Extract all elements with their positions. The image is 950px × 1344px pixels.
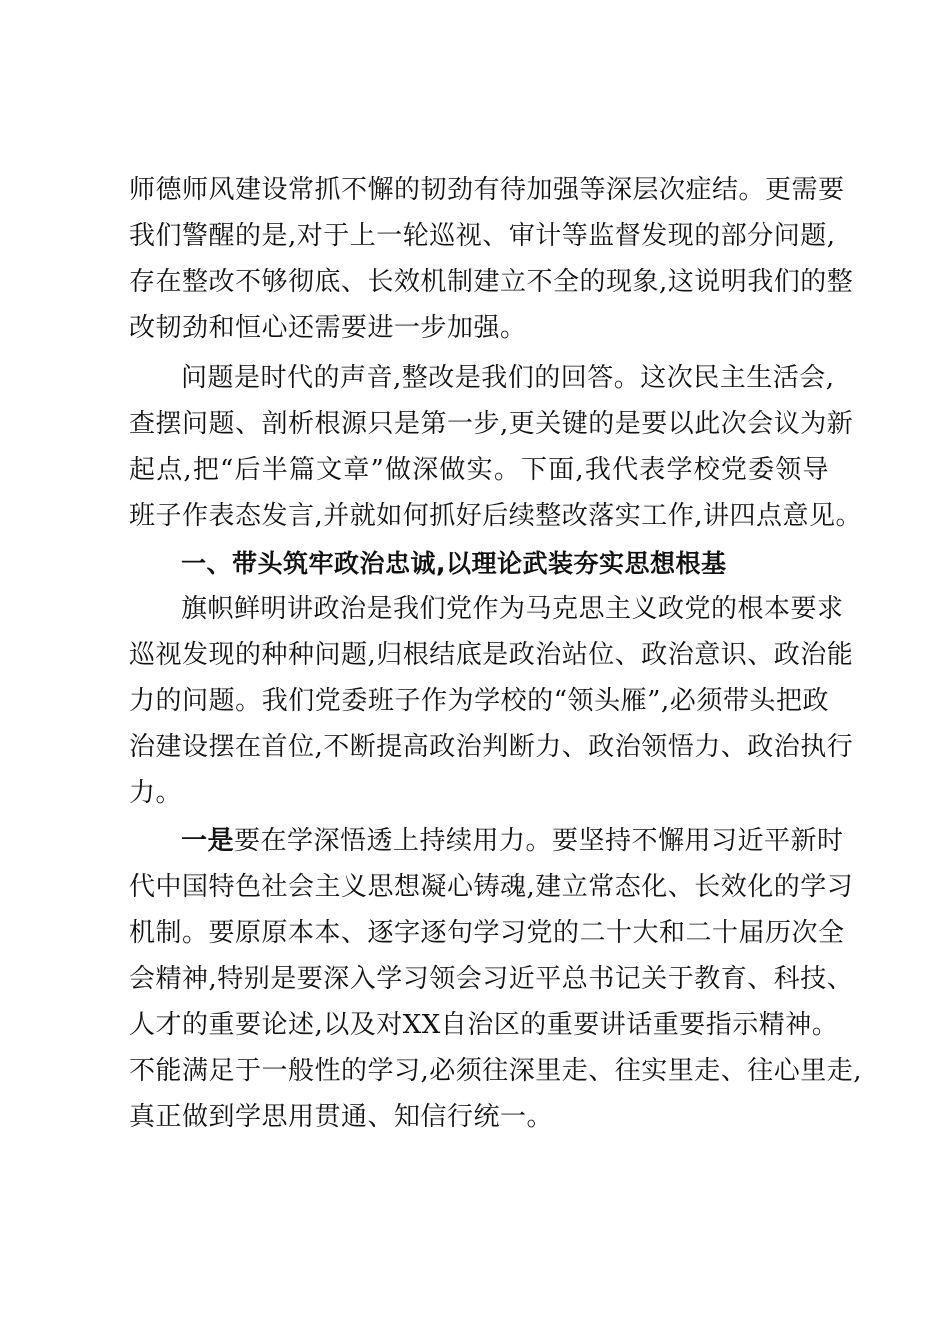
paragraph-line: 起点,把“后半篇文章”做深做实。下面,我代表学校党委领导 [129,455,829,485]
paragraph-line: 师德师风建设常抓不懈的韧劲有待加强等深层次症结。更需要 [129,175,845,205]
paragraph-line [129,818,844,864]
paragraph-line: 人才的重要论述,以及对XX自治区的重要讲话重要指示精神。 [129,1010,839,1040]
paragraph-text: 要在学深悟透上持续用力。要坚持不懈用习近平新时 [234,826,844,856]
paragraph-line: 旗帜鲜明讲政治是我们党作为马克思主义政党的根本要求 [181,594,844,624]
paragraph-line: 机制。要原原本本、逐字逐句学习党的二十大和二十届历次全 [129,918,845,948]
paragraph-line: 改韧劲和恒心还需要进一步加强。 [129,313,527,343]
paragraph-line: 真正做到学思用贯通、知信行统一。 [129,1102,554,1132]
paragraph-line: 我们警醒的是,对于上一轮巡视、审计等监督发现的部分问题, [129,221,836,251]
paragraph-line: 班子作表态发言,并就如何抓好后续整改落实工作,讲四点意见。 [129,501,863,531]
paragraph-line: 力。 [129,778,183,808]
emphasis-lead: 一是 [181,826,235,856]
paragraph-line: 查摆问题、剖析根源只是第一步,更关键的是要以此次会议为新 [129,409,854,439]
paragraph-line: 不能满足于一般性的学习,必须往深里走、往实里走、往心里走, [129,1056,863,1086]
paragraph-line: 治建设摆在首位,不断提高政治判断力、政治领悟力、政治执行 [129,732,854,762]
paragraph-line: 存在整改不够彻底、长效机制建立不全的现象,这说明我们的整 [129,267,854,297]
paragraph-line: 巡视发现的种种问题,归根结底是政治站位、政治意识、政治能 [129,640,854,670]
paragraph-line: 代中国特色社会主义思想凝心铸魂,建立常态化、长效化的学习 [129,872,854,902]
paragraph-line: 会精神,特别是要深入学习领会习近平总书记关于教育、科技、 [129,964,854,994]
paragraph-line: 问题是时代的声音,整改是我们的回答。这次民主生活会, [181,363,835,393]
paragraph-line: 力的问题。我们党委班子作为学校的“领头雁”,必须带头把政 [129,686,829,716]
section-heading: 一、带头筑牢政治忠诚,以理论武装夯实思想根基 [181,549,727,578]
